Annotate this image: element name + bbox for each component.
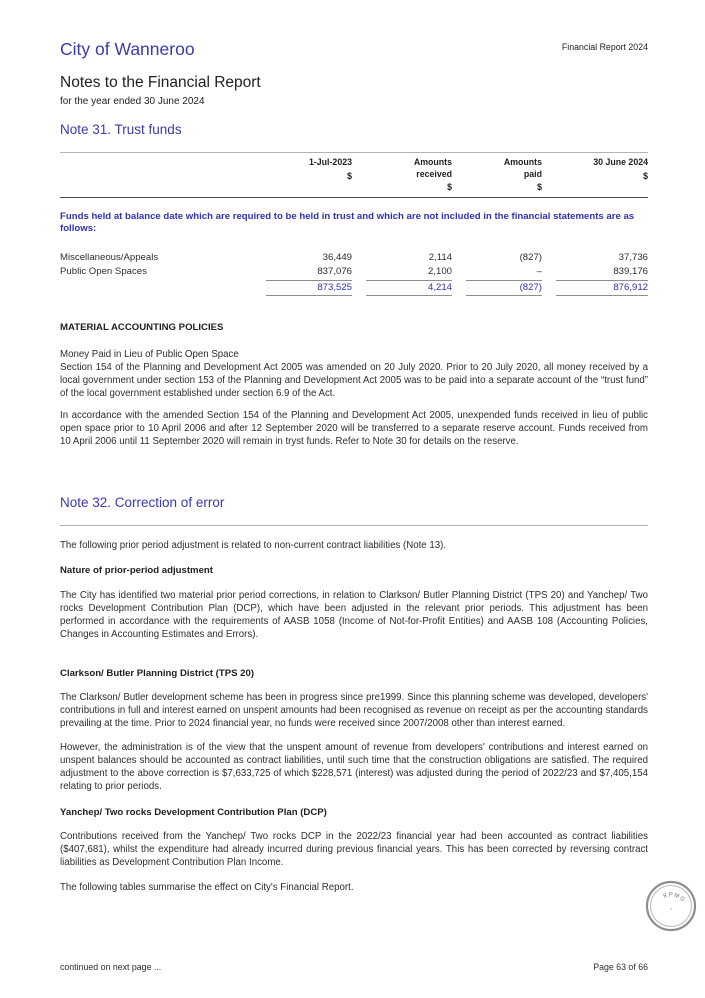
note31-heading: Note 31. Trust funds — [60, 122, 182, 138]
col-header-1jul2023: 1-Jul-2023 $ — [308, 157, 352, 181]
trust-funds-note: Funds held at balance date which are required to be held in trust and which are not included in the financial statements are as follows: — [60, 210, 635, 235]
yanchep-paragraph: Contributions received from the Yanchep/ Two rocks DCP in the 2022/23 financial year had been accounted as contract liabilities ($407,681), whilst the expenditure had already incurred during previous financial years. This has been corrected by reversing contract liabilities as Development Contribution Plan Income. — [60, 831, 648, 869]
table-header-rule — [60, 197, 648, 198]
clarkson-paragraph-2: However, the administration is of the view that the unspent amount of revenue from developers' contributions and interest earned on unspent balances should be accounted as contract liabilities, until such time that the construction obligations are satisfied. The required adjustment to the above correction is $7,633,725 of which $228,571 (interest) was adjusted during the period of 2022/23 and $7,405,154 relating to prior periods. — [60, 742, 648, 793]
col-header-amounts-received: Amounts received $ — [413, 157, 452, 193]
auditor-stamp — [644, 878, 698, 934]
nature-paragraph: The City has identified two material prior period corrections, in relation to Clarkson/ Butler Planning District (TPS 20) and Yanchep/ Two rocks Development Contribution Plan (DCP), which have been adjusted in the relevant prior periods. This adjustment has been performed in accordance with the requirements of AASB 1058 (Income of Not-for-Profit Entities) and AASB 108 (Accounting Policies, Changes in Accounting Estimates and Errors). — [60, 590, 648, 641]
table-total-row: 873,525 4,214 (827) 876,912 — [60, 281, 648, 297]
note32-heading: Note 32. Correction of error — [60, 495, 225, 511]
organisation-name: City of Wanneroo — [60, 39, 195, 59]
page-footer — [60, 962, 648, 972]
report-label: Financial Report 2024 — [561, 42, 648, 52]
clarkson-paragraph-1: The Clarkson/ Butler development scheme has been in progress since pre1999. Since this planning scheme was developed, developers' contributions in full and interest earned on unspent amounts had been recognised as revenue on receipt as per the accounting standards prevailing at the time. Prior to 2024 financial year, no funds were received since 2007/2008 other than interest earned. — [60, 692, 648, 730]
table-row: Public Open Spaces 837,076 2,100 – 839,176 — [60, 265, 648, 281]
stamp-circle-icon — [644, 878, 698, 934]
trust-table-body — [60, 251, 648, 297]
footer-continued-note: continued on next page ... — [60, 962, 162, 972]
svg-text:KPMG — [663, 892, 687, 904]
yanchep-heading: Yanchep/ Two rocks Development Contribution Plan (DCP) — [60, 807, 327, 819]
table-header-spacer — [60, 157, 252, 197]
col-header-30june2024: 30 June 2024 $ — [593, 157, 648, 181]
note31-paragraph-1: Section 154 of the Planning and Development Act 2005 was amended on 20 July 2020. Prior to 20 July 2020, all money received by a local government under section 153 of the Planning and Development Act 2005 was to be paid into a separate account of the “trust fund” of the local government established under section 6.9 of the Act. — [60, 362, 648, 400]
document-header — [60, 40, 648, 59]
material-accounting-policies-heading: MATERIAL ACCOUNTING POLICIES — [60, 322, 224, 334]
footer-page-number: Page 63 of 66 — [593, 962, 648, 972]
clarkson-heading: Clarkson/ Butler Planning District (TPS 20) — [60, 668, 255, 680]
page-subtitle: for the year ended 30 June 2024 — [60, 96, 205, 108]
note32-rule — [60, 525, 648, 526]
trust-table-header — [60, 157, 648, 197]
table-row: Miscellaneous/Appeals 36,449 2,114 (827) 37,736 — [60, 251, 648, 263]
stamp-label: KPMG — [662, 892, 687, 904]
closing-line: The following tables summarise the effect on City's Financial Report. — [60, 882, 354, 894]
table-top-rule — [60, 152, 648, 153]
col-header-amounts-paid: Amounts paid $ — [503, 157, 542, 193]
note32-intro: The following prior period adjustment is related to non-current contract liabilities (Note 13). — [60, 540, 447, 552]
nature-heading: Nature of prior-period adjustment — [60, 565, 213, 577]
policy-subheading: Money Paid in Lieu of Public Open Space — [60, 349, 239, 361]
page-title: Notes to the Financial Report — [60, 74, 261, 92]
note31-paragraph-2: In accordance with the amended Section 154 of the Planning and Development Act 2005, unexpended funds received in lieu of public open space prior to 10 April 2006 and after 12 September 2020 will be transferred to a separate reserve account. Funds received from 10 April 2006 until 11 September 2020 will remain in tryst funds. Refer to Note 30 for details on the reserve. — [60, 410, 648, 448]
